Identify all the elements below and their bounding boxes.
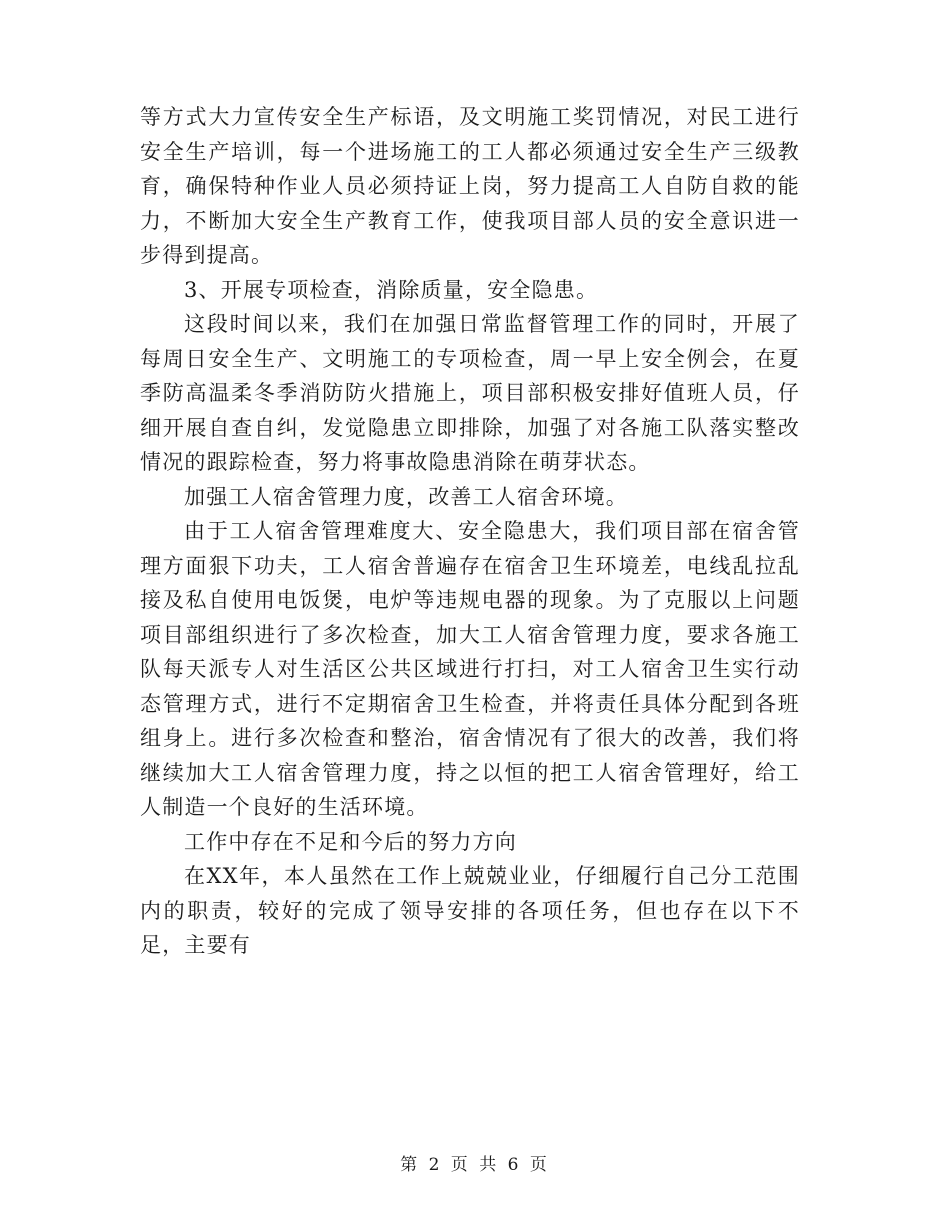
paragraph-safety-training: 等方式大力宣传安全生产标语，及文明施工奖罚情况，对民工进行安全生产培训，每一个进场施工的工人都必须通过安全生产三级教育，确保特种作业人员必须持证上岗，努力提高工人自防自救的能力，不断加大安全生产教育工作，使我项目部人员的安全意识进一步得到提高。 — [140, 105, 800, 267]
document-body — [140, 100, 800, 963]
heading-dormitory-management: 加强工人宿舍管理力度，改善工人宿舍环境。 — [184, 484, 628, 509]
paragraph-special-inspection: 这段时间以来，我们在加强日常监督管理工作的同时，开展了每周日安全生产、文明施工的专项检查，周一早上安全例会，在夏季防高温柔冬季消防防火措施上，项目部积极安排好值班人员，仔细开展自查自纠，发觉隐患立即排除，加强了对各施工队落实整改情况的跟踪检查，努力将事故隐患消除在萌芽状态。 — [140, 312, 800, 474]
heading-special-inspection: 3、开展专项检查，消除质量，安全隐患。 — [184, 277, 599, 302]
paragraph-dormitory-management: 由于工人宿舍管理难度大、安全隐患大，我们项目部在宿舍管理方面狠下功夫，工人宿舍普遍存在宿舍卫生环境差，电线乱拉乱接及私自使用电饭煲，电炉等违规电器的现象。为了克服以上问题项目部组织进行了多次检查，加大工人宿舍管理力度，要求各施工队每天派专人对生活区公共区域进行打扫，对工人宿舍卫生实行动态管理方式，进行不定期宿舍卫生检查，并将责任具体分配到各班组身上。进行多次检查和整治，宿舍情况有了很大的改善，我们将继续加大工人宿舍管理力度，持之以恒的把工人宿舍管理好，给工人制造一个良好的生活环境。 — [140, 519, 800, 819]
paragraph-shortcomings: 在XX年，本人虽然在工作上兢兢业业，仔细履行自己分工范围内的职责，较好的完成了领导安排的各项任务，但也存在以下不足，主要有 — [140, 864, 800, 957]
page-number-footer: 第 2 页 共 6 页 — [400, 1155, 550, 1175]
heading-shortcomings: 工作中存在不足和今后的努力方向 — [184, 829, 517, 854]
